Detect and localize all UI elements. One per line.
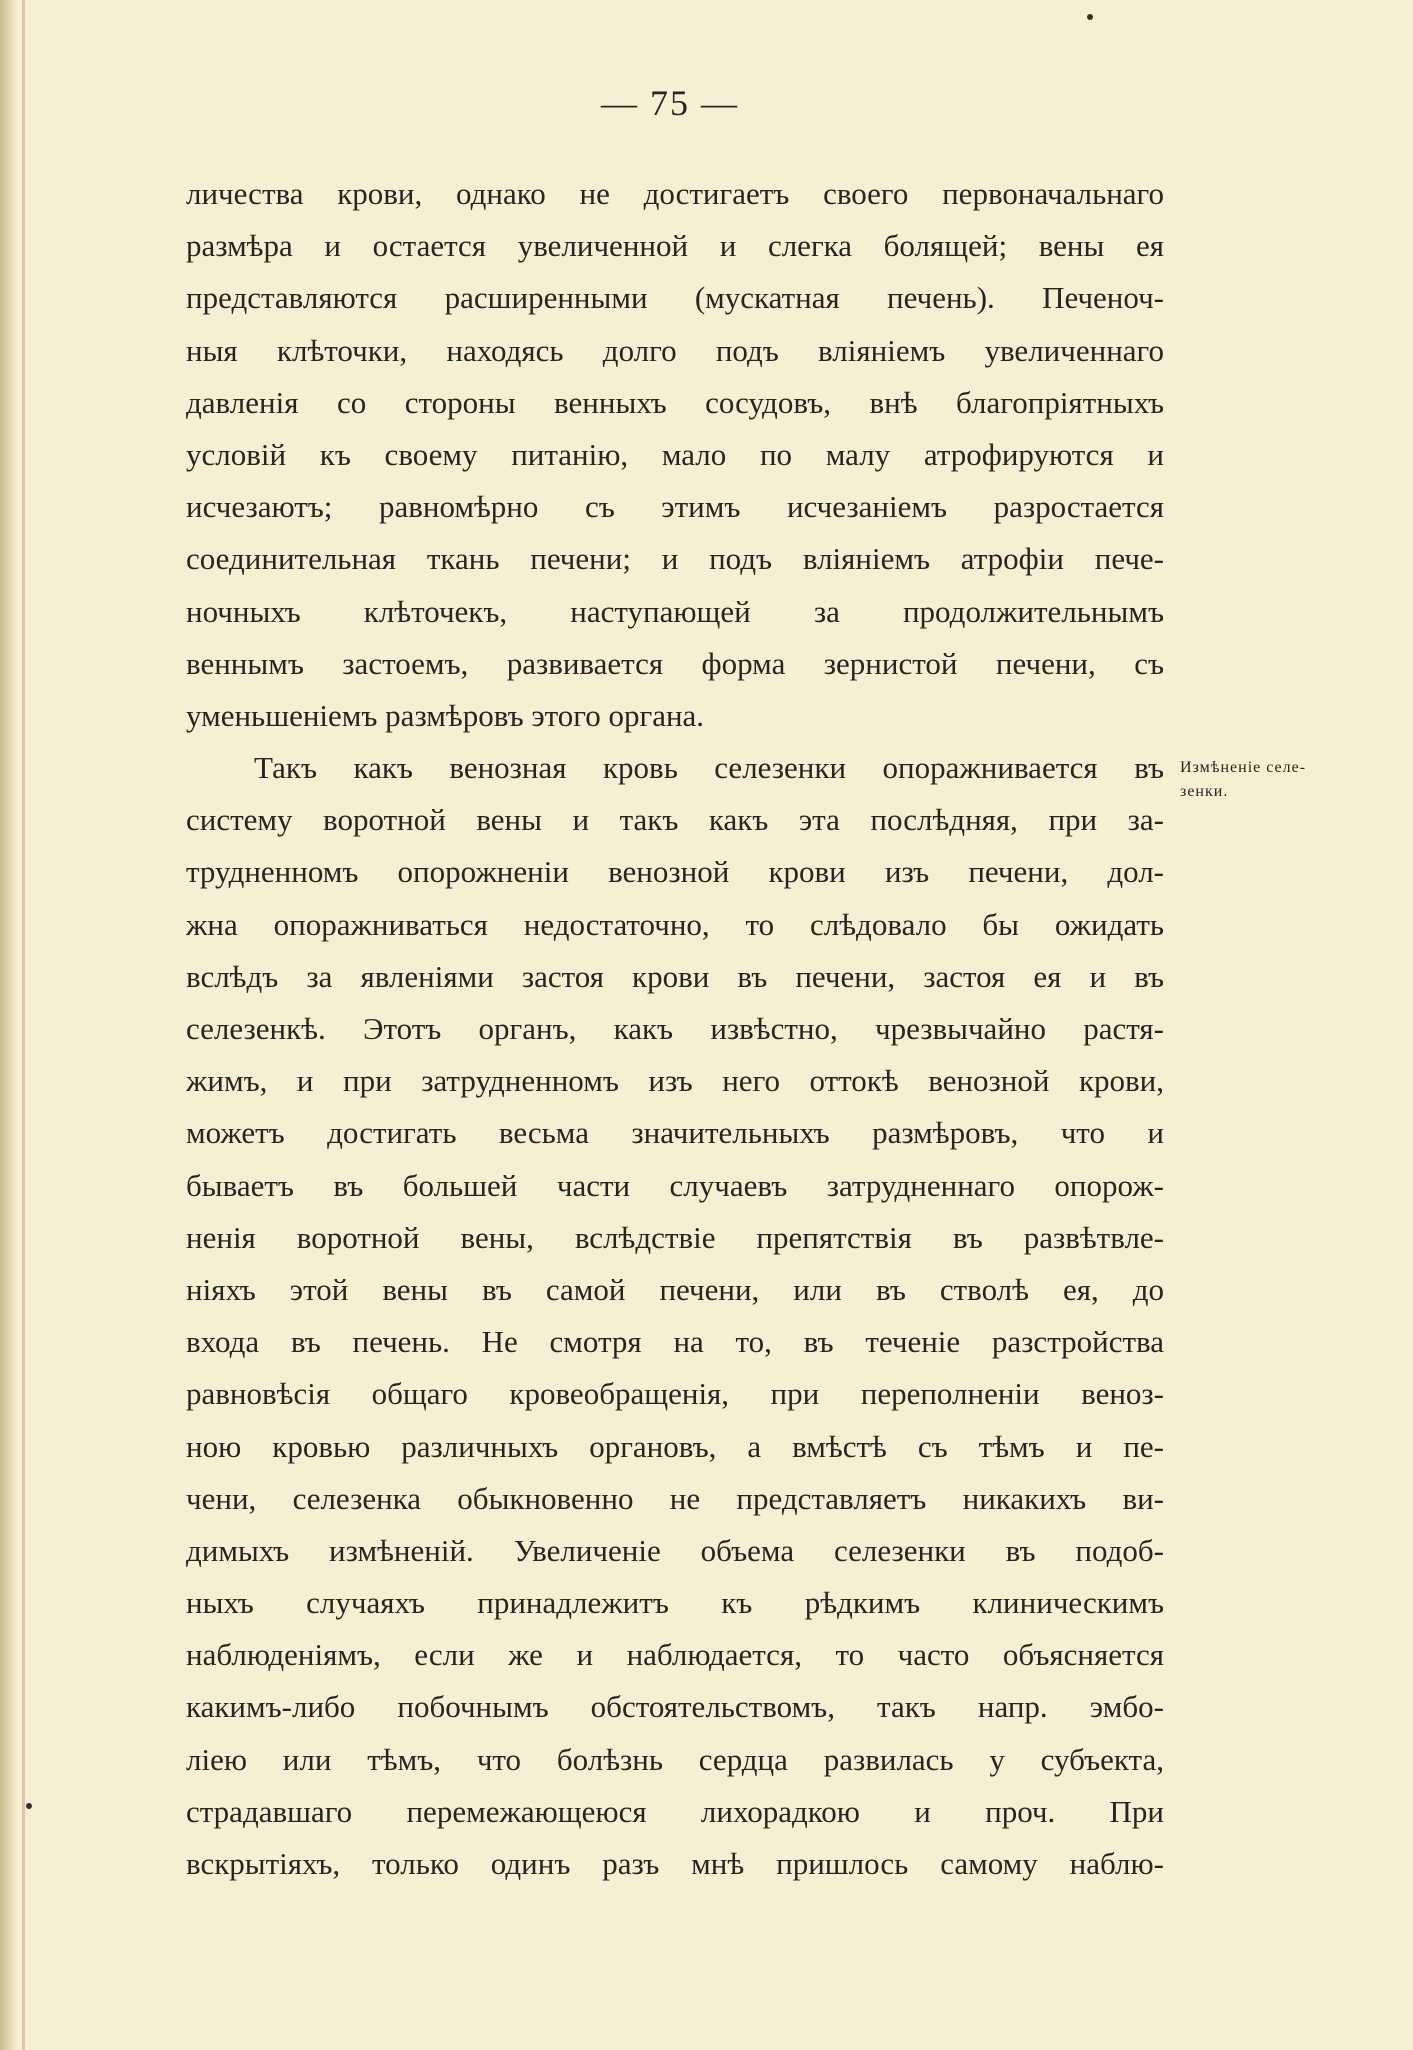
margin-note-line: Измѣненіе селе-: [1180, 759, 1307, 776]
text-line: димыхъ измѣненій. Увеличеніе объема селезенки въ подоб-: [186, 1532, 1164, 1568]
text-line: ніяхъ этой вены въ самой печени, или въ стволѣ ея, до: [186, 1271, 1164, 1307]
text-line: жимъ, и при затрудненномъ изъ него оттокѣ венозной крови,: [186, 1063, 1164, 1099]
text-line: условій къ своему питанію, мало по малу атрофируются и: [186, 436, 1164, 472]
text-line: соединительная ткань печени; и подъ вліяніемъ атрофіи пече-: [186, 541, 1164, 577]
text-line: чени, селезенка обыкновенно не представляетъ никакихъ ви-: [186, 1480, 1164, 1516]
text-line: размѣра и остается увеличенной и слегка болящей; вены ея: [186, 228, 1164, 264]
binding-stain: [22, 0, 25, 2050]
text-line: наблюденіямъ, если же и наблюдается, то часто объясняется: [186, 1637, 1164, 1673]
page-edge-shadow: [0, 0, 18, 2050]
text-line: равновѣсія общаго кровеобращенія, при переполненіи венoз-: [186, 1376, 1164, 1412]
text-line: бываетъ въ большей части случаевъ затрудненнаго опорож-: [186, 1167, 1164, 1203]
text-line: ненія воротной вены, вслѣдствіе препятствія въ развѣтвле-: [186, 1219, 1164, 1255]
text-line: ною кровью различныхъ органовъ, а вмѣстѣ съ тѣмъ и пе-: [186, 1428, 1164, 1464]
text-line: страдавшаго перемежающеюся лихорадкою и проч. При: [186, 1793, 1164, 1829]
text-line: можетъ достигать весьма значительныхъ размѣровъ, что и: [186, 1115, 1164, 1151]
margin-note: [1180, 756, 1370, 804]
text-line: ныхъ случаяхъ принадлежитъ къ рѣдкимъ клиническимъ: [186, 1585, 1164, 1621]
text-line: исчезаютъ; равномѣрно съ этимъ исчезаніемъ разростается: [186, 489, 1164, 525]
text-line: селезенкѣ. Этотъ органъ, какъ извѣстно, чрезвычайно растя-: [186, 1011, 1164, 1046]
text-line: жна опоражниваться недостаточно, то слѣдовало бы ожидать: [186, 906, 1164, 942]
text-line: представляются расширенными (мускатная печень). Печеноч-: [186, 280, 1164, 316]
text-line: уменьшеніемъ размѣровъ этого органа.: [186, 697, 705, 733]
text-line: входа въ печень. Не смотря на то, въ теченіе разстройства: [186, 1324, 1164, 1360]
text-line: вскрытіяхъ, только одинъ разъ мнѣ пришлось самому наблю-: [186, 1846, 1164, 1881]
margin-note-line: зенки.: [1180, 783, 1229, 800]
ink-speck: [1087, 14, 1093, 20]
text-line: ночныхъ клѣточекъ, наступающей за продолжительнымъ: [186, 593, 1164, 629]
text-line: вслѣдъ за явленіями застоя крови въ печени, застоя ея и въ: [186, 958, 1164, 994]
text-line: личества крови, однако не достигаетъ своего первоначальнаго: [186, 176, 1164, 211]
body-text: [186, 168, 1164, 1890]
text-line: ліею или тѣмъ, что болѣзнь сердца развилась у субъекта,: [186, 1741, 1164, 1777]
text-line: ныя клѣточки, находясь долго подъ вліяніемъ увеличеннаго: [186, 332, 1164, 368]
text-line: Такъ какъ венозная кровь селезенки опоражнивается въ: [254, 750, 1164, 786]
page-number: — 75 —: [601, 83, 739, 123]
ink-speck: [26, 1803, 32, 1809]
text-line: систему воротной вены и такъ какъ эта послѣдняя, при за-: [186, 802, 1164, 838]
text-line: веннымъ застоемъ, развивается форма зернистой печени, съ: [186, 645, 1164, 681]
text-line: трудненномъ опорожненіи венозной крови изъ печени, дол-: [186, 854, 1164, 890]
text-line: давленія со стороны венныхъ сосудовъ, внѣ благопріятныхъ: [186, 384, 1164, 420]
text-line: какимъ-либо побочнымъ обстоятельствомъ, такъ напр. эмбо-: [186, 1689, 1164, 1725]
